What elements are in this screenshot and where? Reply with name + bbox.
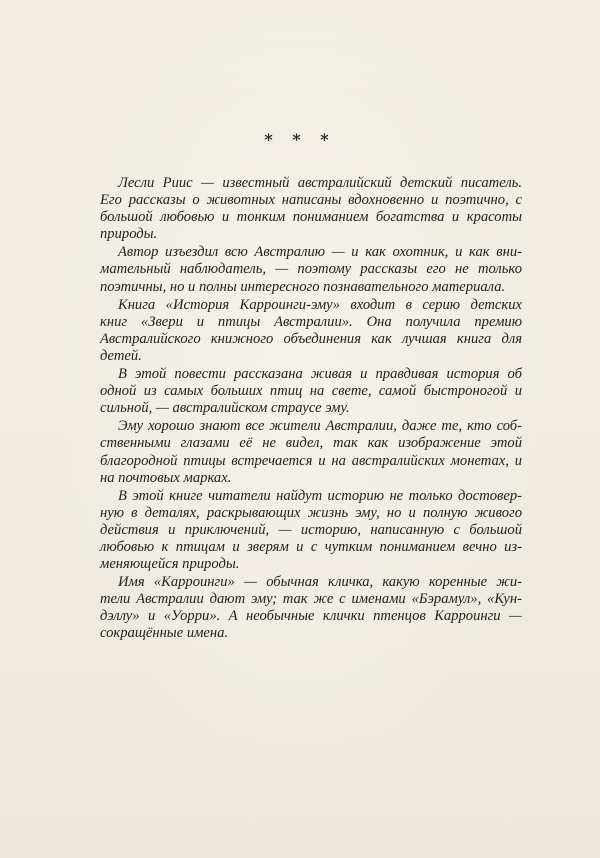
paragraph [100,574,522,642]
text-line: одной из самых больших птиц на свете, самой быстроногой и [100,383,522,400]
text-line: сокращённые имена. [100,625,229,642]
text-line: поэтичны, но и полны интересного познавательного материала. [100,278,506,295]
text-line: любовью к птицам и зверям и с чутким пониманием вечно из- [100,538,522,555]
text-line: Книга «История Карроинги-эму» входит в серию детских [118,296,522,313]
text-line: Австралийского книжного объединения как лучшая книга для [100,330,522,347]
text-line: книг «Звери и птицы Австралии». Она получила премию [100,313,522,330]
text-line: тели Австралии дают эму; так же с именами «Бэрамул», «Кун- [100,591,522,608]
text-line: дэллу» и «Уорри». А необычные клички птенцов Карроинги — [100,608,522,625]
text-line: природы. [100,226,158,243]
text-line: Лесли Риис — известный австралийский детский писатель. [118,175,522,191]
text-line: Эму хорошо знают все жители Австралии, даже те, кто соб- [118,418,522,435]
text-line: В этой повести рассказана живая и правдивая история об [118,366,522,383]
paragraph [100,297,522,365]
text-line: В этой книге читатели найдут историю не только достовер- [118,487,522,504]
text-line: мательный наблюдатель, — поэтому рассказы его не только [100,261,522,278]
text-line: действия и приключений, — историю, написанную с большой [100,521,522,538]
text-line: сильной, — австралийском страусе эму. [100,400,350,417]
preface-text [100,175,522,643]
paragraph [100,244,522,295]
text-line: ную в деталях, раскрывающих жизнь эму, но и полную живого [100,504,522,521]
text-line: детей. [100,347,142,364]
text-line: Автор изъездил всю Австралию — и как охотник, и как вни- [118,244,522,261]
paragraph [100,488,522,573]
section-separator: * * * [264,130,336,149]
paragraph [100,175,522,243]
text-line: меняющейся природы. [100,556,240,573]
text-line: ственными глазами её не видел, так как изображение этой [100,435,522,452]
text-line: на почтовых марках. [100,469,232,486]
paragraph [100,366,522,417]
text-line: большой любовью и тонким пониманием богатства и красоты [100,209,522,226]
text-line: благородной птицы встречается и на австралийских монетах, и [100,452,522,469]
paragraph [100,418,522,486]
text-line: Его рассказы о животных написаны вдохновенно и поэтично, с [100,192,522,209]
text-line: Имя «Карроинги» — обычная кличка, какую коренные жи- [118,574,522,591]
